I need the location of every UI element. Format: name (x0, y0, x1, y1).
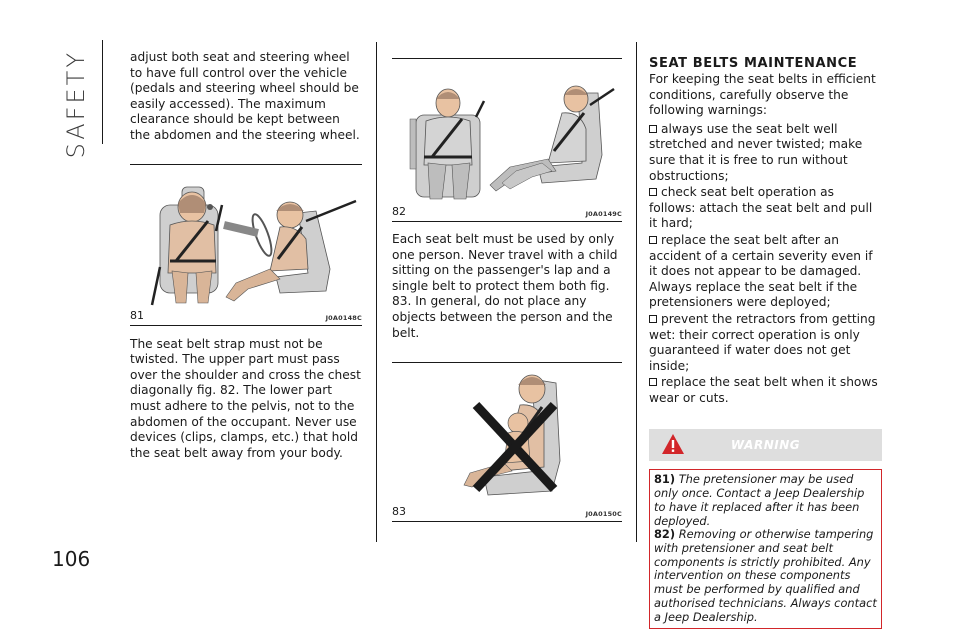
list-item (649, 311, 882, 374)
belted-occupants-illustration (392, 59, 622, 203)
figure-number: 82 (392, 205, 406, 218)
page-number: 106 (52, 547, 91, 571)
checkbox-bullet-icon (649, 315, 657, 323)
list-item-text: always use the seat belt well stretched and never twisted; make sure that it is free to run without obstructions; (649, 121, 863, 183)
checkbox-bullet-icon (649, 236, 657, 244)
list-item-text: prevent the retractors from getting wet: their correct operation is only guaranteed if water does not get inside; (649, 311, 876, 373)
checkbox-bullet-icon (649, 378, 657, 386)
figure-code: J0A0149C (585, 210, 622, 218)
intro-paragraph: adjust both seat and steering wheel to have full control over the vehicle (pedals and steering wheel should be easily accessed). The maximum clearance should be kept between the abdomen and the steering wheel. (130, 50, 360, 142)
warning-header (649, 429, 882, 461)
checkbox-bullet-icon (649, 125, 657, 133)
column-1 (130, 50, 362, 461)
warning-list (649, 121, 882, 407)
section-heading: SEAT BELTS MAINTENANCE (649, 56, 858, 71)
warning-item (654, 528, 877, 624)
intro-paragraph: For keeping the seat belts in efficient conditions, carefully observe the following warnings: (649, 72, 876, 118)
column-divider (376, 42, 377, 542)
column-3 (649, 56, 882, 629)
warning-item-text: Removing or otherwise tampering with pretensioner and seat belt components is strictly prohibited. Any intervention on these components must be performed by qualified and authorised technicians. Always contact a Jeep Dealership. (654, 527, 877, 624)
figure-81-caption (130, 307, 362, 326)
body-paragraph: Each seat belt must be used by only one person. Never travel with a child sitting on the passenger's lap and a single belt to protect them both fig. 83. In general, do not place any objects between the person and the belt. (392, 232, 618, 340)
list-item-text: replace the seat belt when it shows wear or cuts. (649, 375, 878, 405)
list-item (649, 232, 882, 311)
front-view-man (410, 89, 484, 199)
child-on-lap-prohibited-illustration (392, 363, 622, 503)
warning-item (654, 473, 877, 528)
checkbox-bullet-icon (649, 188, 657, 196)
figure-83-caption (392, 503, 622, 522)
figure-82-caption (392, 203, 622, 222)
column-divider (636, 42, 637, 542)
figure-number: 83 (392, 505, 406, 519)
list-item (649, 374, 882, 406)
warning-title: WARNING (730, 438, 801, 453)
section-title: SAFETY (62, 50, 90, 159)
warning-item-text: The pretensioner may be used only once. Contact a Jeep Dealership to have it replaced after it has been deployed. (654, 472, 865, 528)
figure-code: J0A0148C (325, 313, 362, 322)
list-item (649, 184, 882, 232)
side-view-driver (224, 201, 356, 301)
list-item-text: replace the seat belt after an accident of a certain severity even if it does not appear to be damaged. Always replace the seat belt if the pretensioners were deployed; (649, 232, 873, 310)
figure-82 (392, 59, 622, 203)
seated-driver-illustration (130, 165, 362, 307)
section-title-rule (102, 40, 103, 144)
side-view-man (490, 86, 614, 191)
warning-box (649, 469, 882, 629)
list-item (649, 121, 882, 184)
warning-item-number: 81) (654, 472, 676, 487)
figure-code: J0A0150C (585, 510, 622, 519)
body-paragraph: The seat belt strap must not be twisted. The upper part must pass over the shoulder and cross the chest diagonally fig. 82. The lower part must adhere to the pelvis, not to the abdomen of the occupant. Never use devices (clips, clamps, etc.) that hold the seat belt away from your body. (130, 336, 361, 460)
warning-item-number: 82) (654, 527, 676, 542)
figure-number: 81 (130, 308, 144, 322)
front-view-occupant (152, 187, 222, 305)
warning-triangle-icon (661, 433, 685, 455)
list-item-text: check seat belt operation as follows: attach the seat belt and pull it hard; (649, 185, 873, 231)
figure-83 (392, 363, 622, 503)
figure-81 (130, 165, 362, 307)
column-2 (392, 58, 622, 522)
